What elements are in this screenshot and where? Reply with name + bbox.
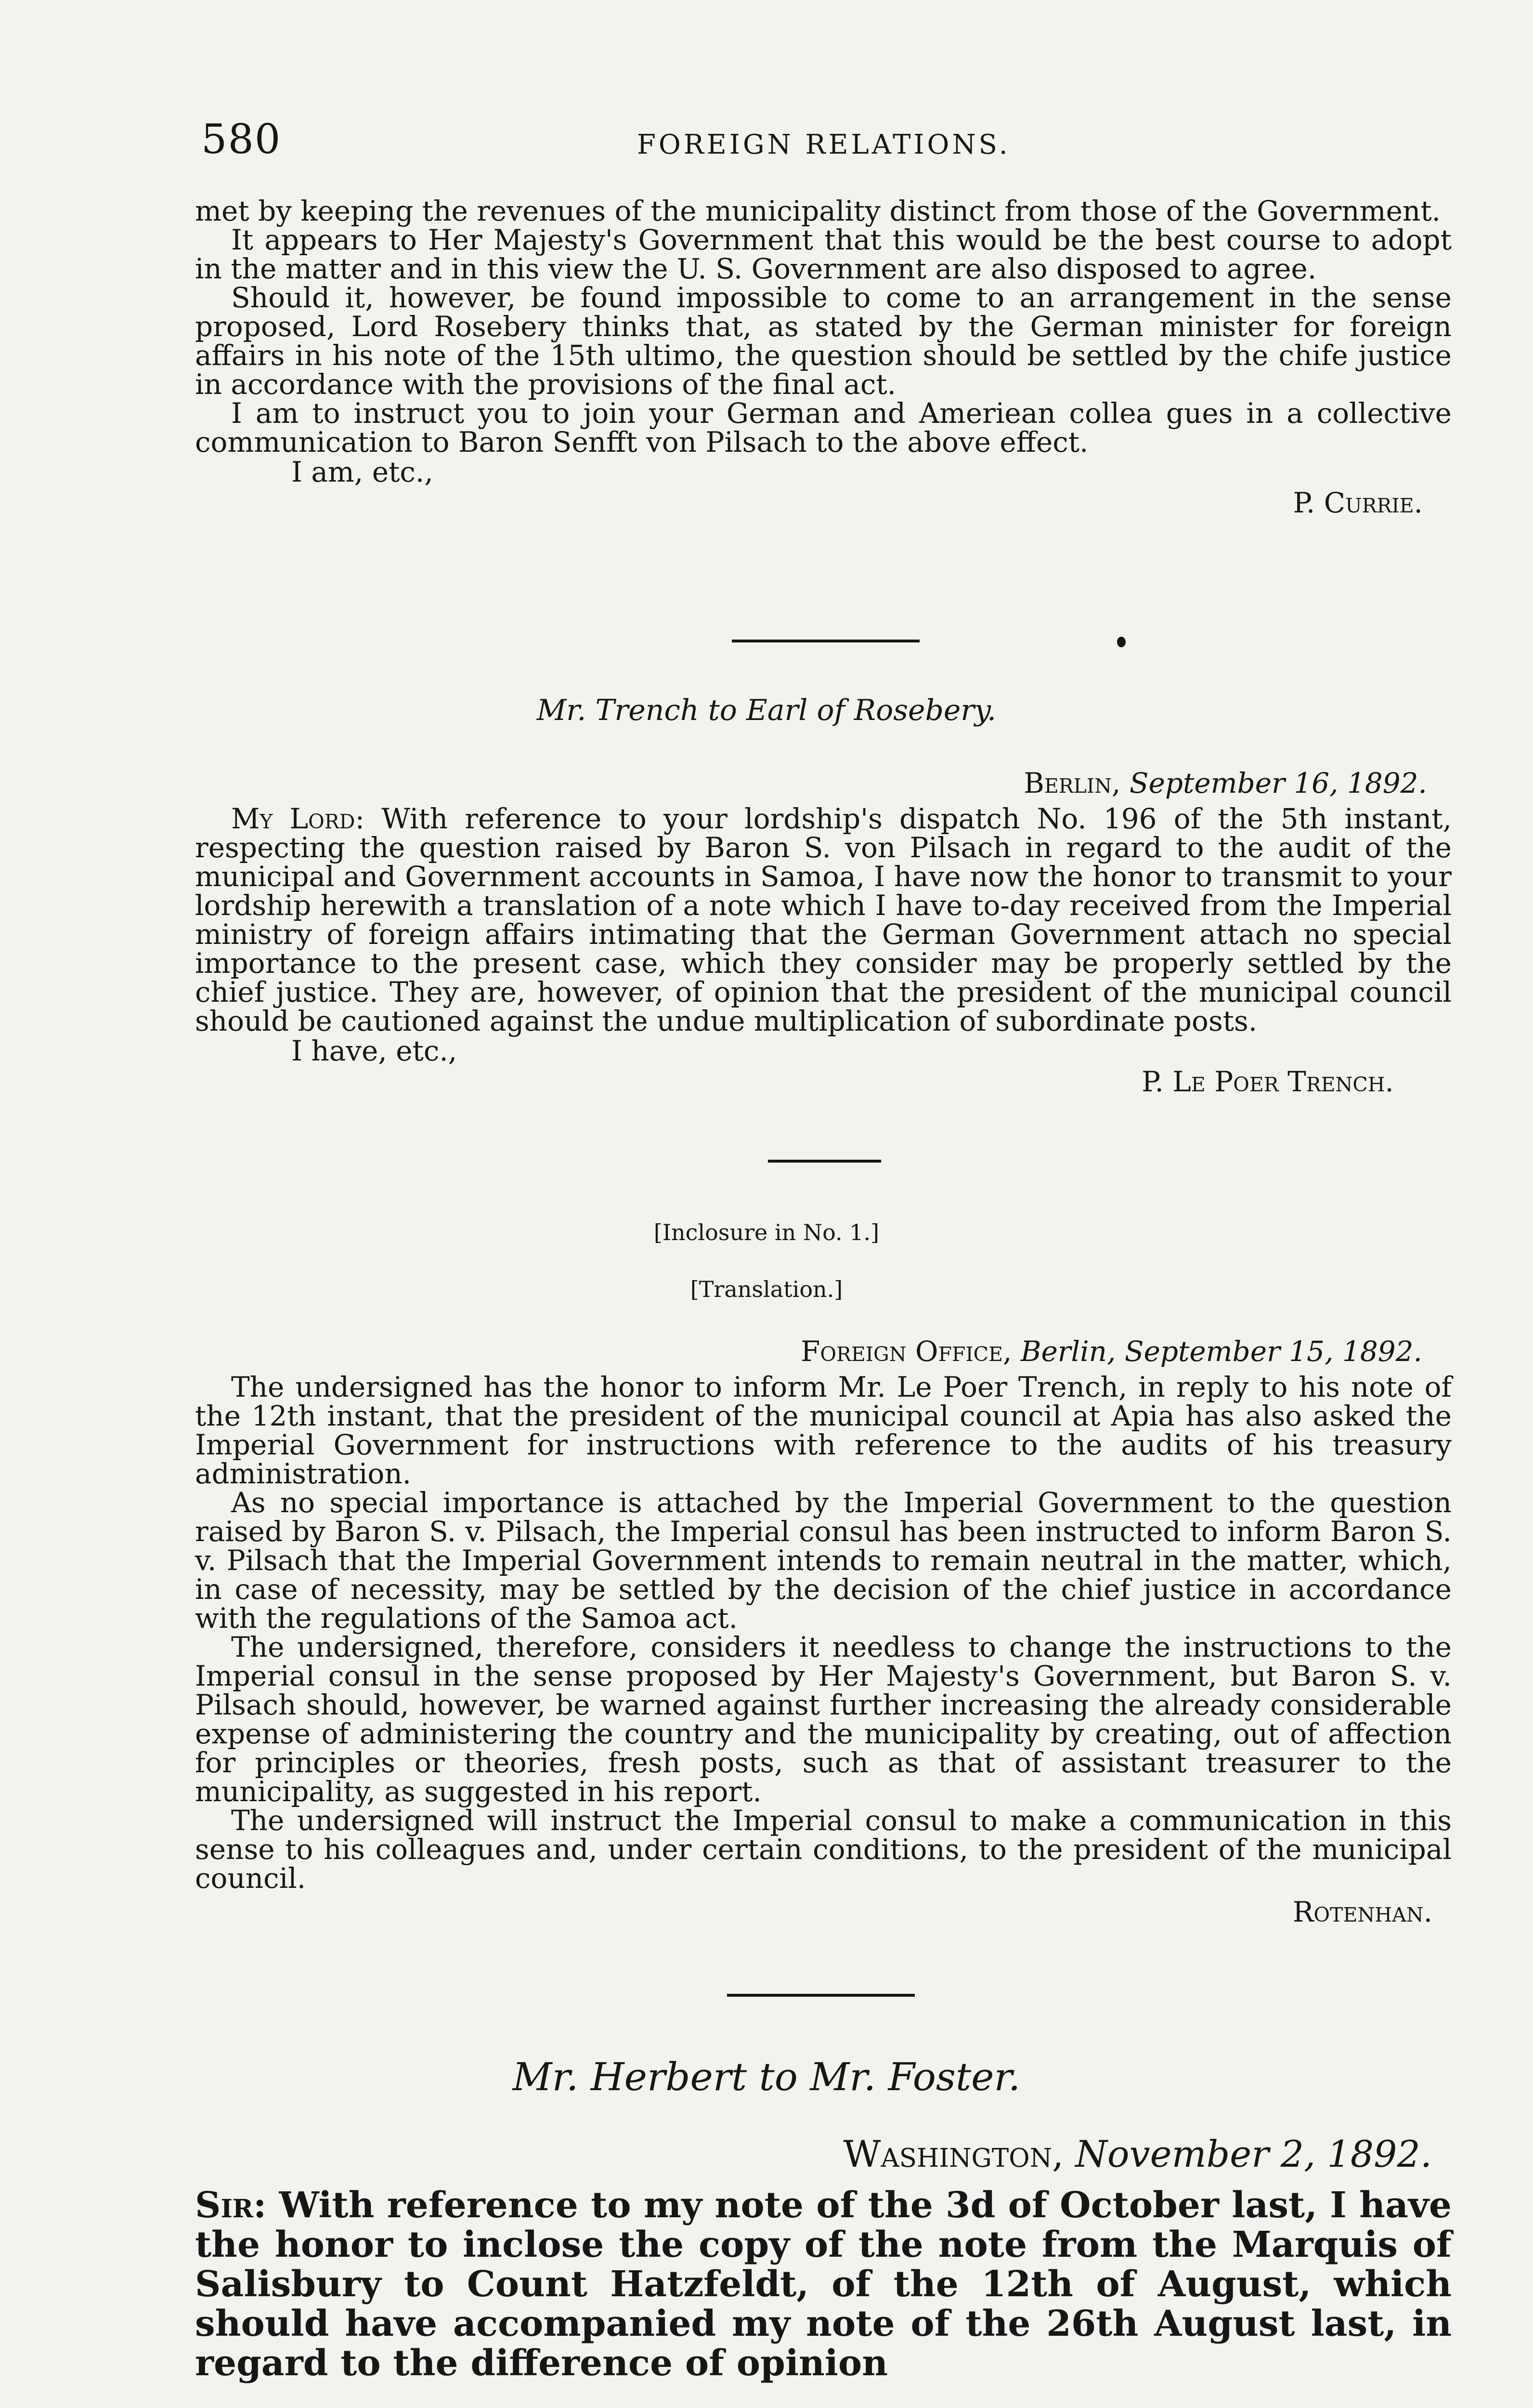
signature: Rotenhan. — [1292, 1896, 1432, 1928]
closing: I have, etc., — [291, 1034, 457, 1067]
paragraph: Should it, however, be found impossible to come to an arrangement in the sense proposed, Lord Rosebery thinks that, as stated by the German minister for foreign affairs in his note of the 15th ultimo, the question should be settled by the chife justice in accordance with the provisions of the final act. — [195, 281, 1452, 401]
dateline — [843, 2133, 1432, 2175]
dateline — [801, 1335, 1422, 1368]
paragraph: As no special importance is attached by the Imperial Government to the question raised by Baron S. v. Pilsach, the Imperial consul has been instructed to inform Baron S. v. Pilsach that the Imperial Government intends to remain neutral in the matter, which, in case of necessity, may be settled by the decision of the chief justice in accordance with the regulations of the Samoa act. — [195, 1486, 1452, 1635]
inclosure-note — [195, 1373, 1452, 1927]
page-number: 580 — [201, 116, 282, 163]
dateline-date: November 2, 1892. — [1075, 2133, 1432, 2175]
paragraph: With reference to your lordship's dispatch No. 196 of the 5th instant, respecting the question raised by Baron S. von Pilsach in regard to the audit of the municipal and Government accounts in Samoa, I have now the honor to transmit to your lordship herewith a translation of a note which I have to-day received from the Imperial ministry of foreign affairs intimating that the German Government attach no special importance to the present case, which they consider may be properly settled by the chief justice. They are, however, of opinion that the president of the municipal council should be cautioned against the undue multiplication of subordinate posts. — [195, 802, 1452, 1037]
salutation: My Lord: — [231, 802, 365, 835]
closing: I am, etc., — [291, 456, 433, 488]
letter-currie — [195, 196, 1452, 518]
paragraph: I am to instruct you to join your German and Ameriean collea gues in a collective communication to Baron Senfft von Pilsach to the above effect. — [195, 397, 1452, 458]
paragraph: With reference to my note of the 3d of October last, I have the honor to inclose the copy of the note from the Marquis of Salisbury to Count Hatzfeldt, of the 12th of August, which should have accompanied my note of the 26th August last, in regard to the difference of opinion — [195, 2185, 1452, 2384]
salutation: Sir: — [195, 2185, 267, 2226]
section-divider — [732, 640, 920, 642]
section-divider — [727, 1994, 915, 1997]
dateline-date: September 16, 1892. — [1129, 767, 1427, 799]
letter-title: Mr. Herbert to Mr. Foster. — [512, 2055, 1021, 2099]
paragraph: The undersigned has the honor to inform Mr. Le Poer Trench, in reply to his note of the 12th instant, that the president of the municipal council at Apia has also asked the Imperial Government for instructions with reference to the audits of his treasury administration. — [195, 1371, 1452, 1490]
ink-mark — [1117, 637, 1126, 647]
translation-label: [Translation.] — [690, 1276, 843, 1302]
page-header — [201, 116, 1453, 164]
dateline-place: Foreign Office, — [801, 1335, 1012, 1368]
dateline-place: Washington, — [843, 2133, 1064, 2175]
dateline-place: Berlin, — [1024, 767, 1121, 799]
paragraph: It appears to Her Majesty's Government that this would be the best course to adopt in the matter and in this view the U. S. Government are also disposed to agree. — [195, 223, 1452, 285]
letter-herbert — [195, 2186, 1452, 2383]
paragraph: The undersigned, therefore, considers it needless to change the instructions to the Imperial consul in the sense proposed by Her Majesty's Government, but Baron S. v. Pilsach should, however, be warned against further increasing the already considerable expense of administering the country and the municipality by creating, out of affection for principles or theories, fresh posts, such as that of assistant treasurer to the municipality, as suggested in his report. — [195, 1631, 1452, 1808]
paragraph: met by keeping the revenues of the municipality distinct from those of the Government. — [195, 195, 1441, 227]
inclosure-label: [Inclosure in No. 1.] — [653, 1219, 880, 1245]
signature: P. Le Poer Trench. — [1142, 1065, 1394, 1098]
dateline-date: Berlin, September 15, 1892. — [1020, 1335, 1422, 1368]
letter-title: Mr. Trench to Earl of Rosebery. — [536, 694, 997, 727]
letter-trench — [195, 804, 1452, 1097]
dateline — [1024, 767, 1427, 799]
paragraph: The undersigned will instruct the Imperial consul to make a communication in this sense to his colleagues and, under certain conditions, to the president of the municipal council. — [195, 1804, 1452, 1895]
signature: P. Currie. — [1293, 486, 1423, 519]
section-divider — [768, 1160, 881, 1163]
running-head: FOREIGN RELATIONS. — [637, 129, 1011, 160]
